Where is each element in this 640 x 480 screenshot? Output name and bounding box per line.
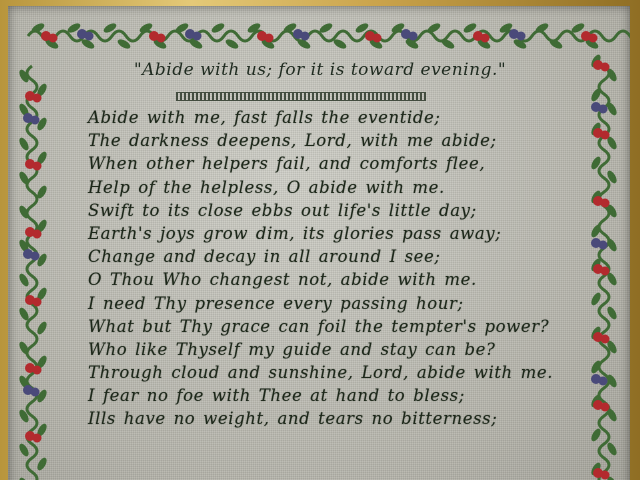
leaf-stitch	[17, 442, 30, 458]
berry-stitch	[601, 63, 610, 72]
berry-stitch	[373, 34, 382, 43]
berry-stitch	[33, 434, 42, 443]
verse-line: What but Thy grace can foil the tempter's power?	[88, 316, 550, 336]
verse-line: Earth's joys grow dim, its glories pass away;	[88, 223, 502, 243]
berry-stitch	[33, 230, 42, 239]
leaf-stitch	[224, 37, 240, 50]
leaf-stitch	[17, 136, 30, 152]
leaf-stitch	[17, 476, 30, 480]
title-underline	[176, 92, 426, 101]
verse-line: Who like Thyself my guide and stay can be?	[88, 339, 496, 359]
verse-line: Change and decay in all around I see;	[88, 247, 441, 267]
berry-stitch	[409, 32, 418, 41]
berry-stitch	[49, 34, 58, 43]
berry-stitch	[31, 252, 40, 261]
berry-stitch	[589, 34, 598, 43]
hymn-verse	[88, 106, 608, 431]
berry-stitch	[33, 162, 42, 171]
vine-stitch	[27, 66, 37, 480]
verse-line: Ills have no weight, and tears no bitterness;	[88, 409, 498, 429]
verse-line: Help of the helpless, O abide with me.	[88, 177, 445, 197]
berry-stitch	[301, 32, 310, 41]
verse-line: Abide with me, fast falls the eventide;	[88, 108, 441, 127]
berry-stitch	[85, 32, 94, 41]
berry-stitch	[193, 32, 202, 41]
verse-line: I need Thy presence every passing hour;	[88, 293, 464, 313]
verse-line: O Thou Who changest not, abide with me.	[88, 270, 477, 290]
leaf-stitch	[210, 21, 226, 34]
verse-line: Through cloud and sunshine, Lord, abide with me.	[88, 363, 554, 383]
berry-stitch	[31, 116, 40, 125]
verse-line: Swift to its close ebbs out life's little day;	[88, 200, 477, 220]
berry-stitch	[157, 34, 166, 43]
berry-stitch	[601, 471, 610, 480]
verse-line: When other helpers fail, and comforts flee,	[88, 154, 486, 174]
berry-stitch	[517, 32, 526, 41]
verse-line: I fear no foe with Thee at hand to bless;	[88, 386, 465, 406]
leaf-stitch	[35, 320, 48, 336]
verse-line: The darkness deepens, Lord, with me abide;	[88, 131, 497, 151]
berry-stitch	[31, 388, 40, 397]
berry-stitch	[481, 34, 490, 43]
leaf-stitch	[605, 441, 618, 457]
berry-stitch	[33, 298, 42, 307]
berry-stitch	[33, 94, 42, 103]
sampler-title: "Abide with us; for it is toward evening."	[133, 60, 507, 80]
berry-stitch	[265, 34, 274, 43]
berry-stitch	[33, 366, 42, 375]
leaf-stitch	[35, 456, 48, 472]
